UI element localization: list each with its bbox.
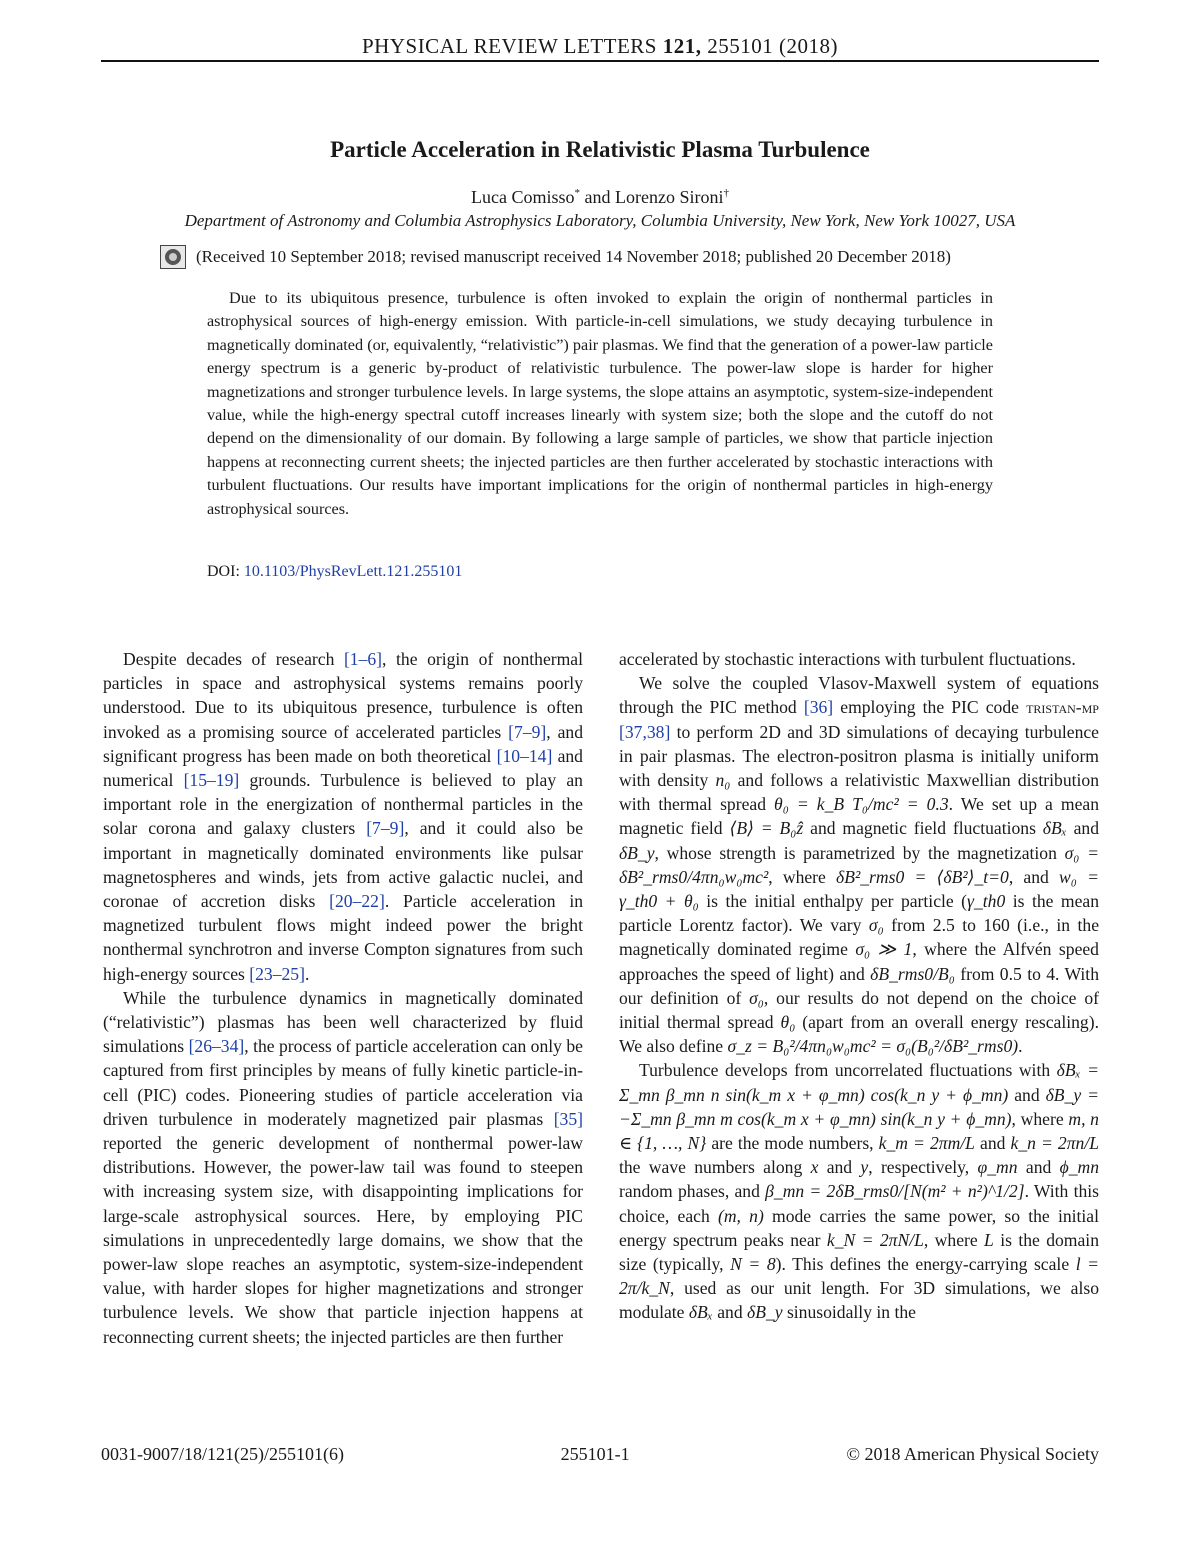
abstract: Due to its ubiquitous presence, turbulence is often invoked to explain the origin of nonthermal particles in astrophysical sources of high-energy emission. With particle-in-cell simulations, we study decaying turbulence in magnetically dominated (or, equivalently, “relativistic”) pair plasmas. We find that the generation of a power-law particle energy spectrum is a generic by-product of relativistic turbulence. The power-law slope is harder for higher magnetizations and stronger turbulence levels. In large systems, the slope attains an asymptotic, system-size-independent value, while the high-energy spectral cutoff increases linearly with system size; both the slope and the cutoff do not depend on the dimensionality of our domain. By following a large sample of particles, we show that particle injection happens at reconnecting current sheets; the injected particles are then further accelerated by stochastic interactions with turbulent fluctuations. Our results have important implications for the origin of nonthermal particles in high-energy astrophysical sources. <box>207 289 993 518</box>
text: and <box>1066 818 1100 839</box>
footer-code: 0031-9007/18/121(25)/255101(6) <box>101 1444 344 1464</box>
citation-link[interactable]: [23–25] <box>249 963 305 984</box>
text: , whose strength is parametrized by the magnetization <box>654 842 1065 863</box>
header-rule <box>101 60 1099 62</box>
text: grounds. Turbulence is believed to play an important role in the energization of nonthermal particles in the solar corona and galaxy clusters <box>103 770 583 839</box>
article-number: 255101 (2018) <box>707 34 838 58</box>
right-column <box>619 647 1099 1325</box>
text: from 2.5 to 160 (i.e., in the magnetically dominated regime <box>619 915 1099 960</box>
text: mode carries the same power, so the initial energy spectrum peaks near <box>619 1205 1099 1250</box>
paragraph: accelerated by stochastic interactions with turbulent fluctuations. <box>619 649 1076 669</box>
text: and follows a relativistic Maxwellian distribution with thermal spread <box>619 770 1099 815</box>
math: N = 8 <box>730 1254 776 1275</box>
volume-number: 121, <box>662 34 702 58</box>
math: σ_z = B₀²/4πn₀w₀mc² = σ₀(B₀²/δB²_rms0) <box>727 1036 1019 1057</box>
math: δB_y <box>747 1302 783 1323</box>
text: , used as our unit length. For 3D simulations, we also modulate <box>619 1278 1099 1323</box>
text: , where <box>1011 1108 1069 1129</box>
text: , our results do not depend on the choice of initial thermal spread <box>619 987 1099 1033</box>
text: . Particle acceleration in magnetized turbulent flows might indeed power the bright nonthermal synchrotron and inverse Compton signatures from such high-energy sources <box>103 891 583 984</box>
citation-link[interactable]: [37,38] <box>619 721 671 742</box>
citation-link[interactable]: [35] <box>553 1108 583 1129</box>
text: random phases, and <box>619 1181 766 1202</box>
math: φ_mn <box>977 1157 1018 1178</box>
math: δB_y <box>619 842 655 863</box>
citation-link[interactable]: [10–14] <box>496 745 553 766</box>
math: w₀ = γ_th0 + θ₀ <box>619 866 1099 912</box>
text: to perform 2D and 3D simulations of decaying turbulence in pair plasmas. The electron-positron plasma is initially uniform with density <box>619 721 1099 791</box>
crossmark-icon[interactable] <box>160 245 186 269</box>
paragraph <box>103 647 583 986</box>
math: σ₀ <box>749 987 764 1008</box>
page-number: 255101-1 <box>560 1444 630 1464</box>
doi-label: DOI: <box>207 563 244 580</box>
text: are the mode numbers, <box>706 1133 879 1154</box>
text: is the mean particle Lorentz factor). We vary <box>619 891 1100 936</box>
math: n₀ <box>715 770 731 791</box>
text: and <box>1017 1157 1060 1178</box>
math: m, n ∈ {1, …, N} <box>619 1108 1099 1154</box>
text: and <box>818 1157 861 1178</box>
citation-link[interactable]: [20–22] <box>329 891 385 912</box>
text: . <box>304 963 310 984</box>
author-comisso: Luca Comisso <box>471 187 575 207</box>
text: Despite decades of research <box>123 649 344 669</box>
received-line <box>160 245 1060 269</box>
author-mark-1[interactable]: * <box>574 187 580 199</box>
math: σ₀ <box>868 915 884 936</box>
copyright: © 2018 American Physical Society <box>846 1444 1099 1464</box>
code-name: tristan-mp <box>1026 697 1099 718</box>
text: , where the Alfvén speed approaches the speed of light) and <box>619 939 1099 984</box>
text: . <box>1018 1036 1023 1057</box>
text: is the domain size (typically, <box>619 1229 1099 1275</box>
math: ⟨B⟩ = B₀ẑ <box>729 818 804 839</box>
affiliation: Department of Astronomy and Columbia Astrophysics Laboratory, Columbia University, New York, New York 10027, USA <box>184 211 1016 230</box>
text: and <box>712 1302 748 1323</box>
math: δB²_rms0 = ⟨δB²⟩_t=0 <box>836 866 1009 887</box>
citation-link[interactable]: [7–9] <box>508 721 547 742</box>
author-line <box>0 187 1200 208</box>
text: the wave numbers along <box>619 1157 811 1178</box>
math: y <box>860 1157 869 1178</box>
math: l = 2π/k_N <box>619 1254 1100 1299</box>
author-mark-2[interactable]: † <box>723 187 729 199</box>
math: L <box>984 1229 994 1250</box>
doi-link[interactable]: 10.1103/PhysRevLett.121.255101 <box>243 563 463 580</box>
text: , respectively, <box>868 1157 978 1178</box>
math: δB_y = −Σ_mn β_mn m cos(k_m x + φ_mn) sin(k_n y + ϕ_mn) <box>619 1084 1099 1129</box>
text: Turbulence develops from uncorrelated fluctuations with <box>639 1060 1057 1081</box>
citation-link[interactable]: [15–19] <box>183 770 240 791</box>
author-sironi: Lorenzo Sironi <box>615 187 724 207</box>
math: k_N = 2πN/L <box>826 1229 924 1250</box>
text: is the initial enthalpy per particle ( <box>698 891 968 912</box>
text: , where <box>923 1229 985 1250</box>
text: employing the PIC code <box>833 697 1027 718</box>
citation-link[interactable]: [1–6] <box>343 649 383 669</box>
text: and <box>1008 1084 1046 1105</box>
text: reported the generic development of nonthermal power-law distributions. However, the power-law tail was found to steepen with increasing system size, with disappointing implications for large-scale astrophysical sources. Here, by employing PIC simulations in unprecedentedly large domains, we show that the power-law slope reaches an asymptotic, system-size-independent value, with harder slopes for higher magnetizations and stronger turbulence levels. We show that particle injection happens at reconnecting current sheets; the injected particles are then further <box>103 1133 583 1347</box>
citation-link[interactable]: [36] <box>803 697 834 718</box>
math: δBₓ = Σ_mn β_mn n sin(k_m x + φ_mn) cos(k_n y + ϕ_mn) <box>619 1060 1099 1105</box>
math: δB_rms0/B₀ <box>870 963 955 984</box>
text: and numerical <box>103 745 583 791</box>
math: k_m = 2πm/L <box>878 1133 975 1154</box>
math: θ₀ = k_B T₀/mc² = 0.3 <box>774 794 949 815</box>
paragraph <box>619 1058 1099 1324</box>
page-footer <box>101 1444 1099 1465</box>
math: θ₀ <box>780 1012 796 1033</box>
text: , and significant progress has been made on both theoretical <box>103 721 584 766</box>
citation-link[interactable]: [26–34] <box>188 1036 245 1057</box>
math: β_mn = 2δB_rms0/[N(m² + n²)^1/2] <box>765 1181 1025 1202</box>
math: δBₓ <box>688 1302 713 1323</box>
text: from 0.5 to 4. With our definition of <box>619 963 1099 1008</box>
math: σ₀ = δB²_rms0/4πn₀w₀mc² <box>619 842 1099 887</box>
text: (apart from an overall energy rescaling). We also define <box>619 1012 1099 1057</box>
paragraph <box>619 671 1099 1058</box>
doi-line <box>207 563 462 581</box>
citation-link[interactable]: [7–9] <box>366 818 405 839</box>
received-dates: (Received 10 September 2018; revised manuscript received 14 November 2018; published 20 December 2018) <box>196 247 951 266</box>
text: and magnetic field fluctuations <box>803 818 1043 839</box>
journal-name: PHYSICAL REVIEW LETTERS <box>362 34 657 58</box>
running-header <box>0 34 1200 59</box>
text: , the origin of nonthermal particles in space and astrophysical systems remains poorly understood. Due to its ubiquitous presence, turbulence is often invoked as a promising source of accelerated particles <box>103 649 583 742</box>
left-column <box>103 647 583 1349</box>
text: We solve the coupled Vlasov-Maxwell system of equations through the PIC method <box>619 673 1099 718</box>
text: sinusoidally in the <box>782 1302 916 1323</box>
text: . With this choice, each <box>619 1181 1099 1226</box>
text: , the process of particle acceleration can only be captured from first principles by means of fully kinetic particle-in-cell (PIC) codes. Pioneering studies of particle acceleration via driven turbulence in moderately magnetized pair plasmas <box>103 1036 583 1129</box>
paragraph <box>103 986 583 1349</box>
math: k_n = 2πn/L <box>1010 1133 1100 1154</box>
math: ϕ_mn <box>1059 1157 1100 1178</box>
author-conjunction: and <box>580 187 615 207</box>
math: δBₓ <box>1042 818 1067 839</box>
text: . We set up a mean magnetic field <box>619 794 1099 839</box>
text: ). This defines the energy-carrying scale <box>775 1254 1076 1275</box>
paper-title: Particle Acceleration in Relativistic Plasma Turbulence <box>330 137 870 162</box>
text: , and <box>1008 866 1060 887</box>
text: and <box>974 1133 1011 1154</box>
math: x <box>810 1157 819 1178</box>
text: , where <box>768 866 837 887</box>
text: While the turbulence dynamics in magnetically dominated (“relativistic”) plasmas has been well characterized by fluid simulations <box>103 987 583 1057</box>
text: , and it could also be important in magnetically dominated environments like pulsar magnetospheres and winds, jets from active galactic nuclei, and coronae of accretion disks <box>103 818 584 912</box>
math: σ₀ ≫ 1 <box>855 939 913 960</box>
math: (m, n) <box>717 1205 764 1226</box>
math: γ_th0 <box>967 891 1006 912</box>
